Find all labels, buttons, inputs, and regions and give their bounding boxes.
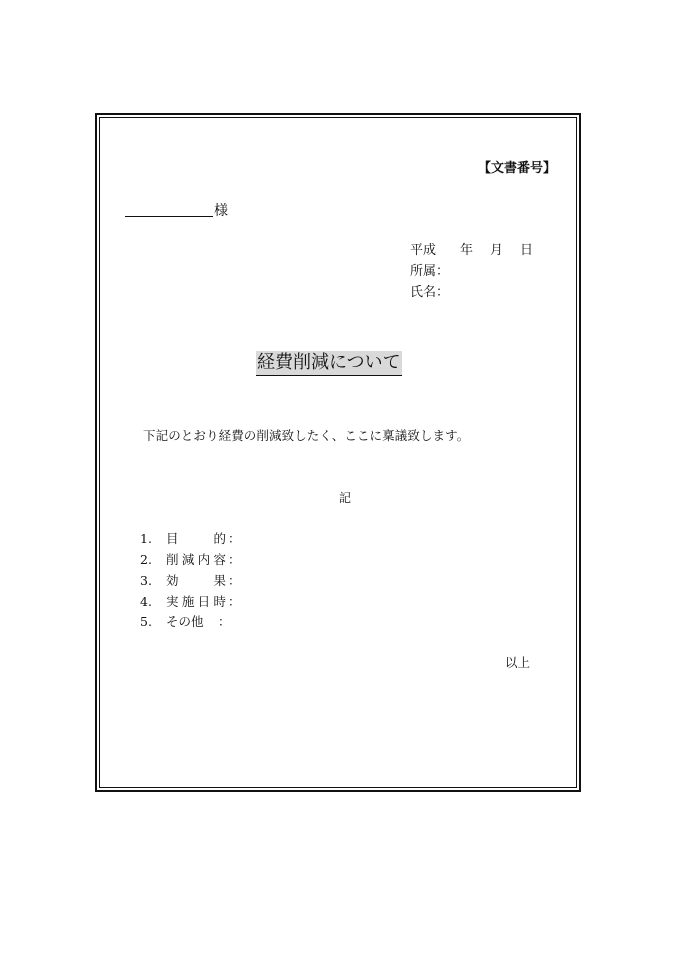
item-number: 3. xyxy=(140,573,152,588)
list-item xyxy=(140,531,241,547)
recipient-blank-line xyxy=(125,216,213,217)
item-label: 削減内容 xyxy=(166,552,226,567)
closing-text: 以上 xyxy=(505,655,531,670)
date-year-unit: 年 xyxy=(460,243,474,258)
item-number: 5. xyxy=(140,614,152,629)
item-colon: ： xyxy=(228,552,241,567)
affiliation-label: 所属： xyxy=(410,264,450,279)
body-text: 下記のとおり経費の削減致したく、ここに稟議致します。 xyxy=(143,428,470,443)
item-label: その他 xyxy=(166,614,204,629)
item-number: 1. xyxy=(140,531,152,546)
item-number: 4. xyxy=(140,594,152,609)
page-frame-inner xyxy=(99,117,577,788)
list-item xyxy=(140,573,241,589)
document-title: 経費削減について xyxy=(256,351,402,376)
list-item xyxy=(140,552,241,568)
item-number: 2. xyxy=(140,552,152,567)
date-day-unit: 日 xyxy=(520,243,534,258)
item-label: 目 的 xyxy=(166,531,226,546)
item-colon: ： xyxy=(228,531,241,546)
date-era: 平成 xyxy=(410,243,437,258)
date-line xyxy=(410,243,533,259)
name-label: 氏名： xyxy=(410,285,450,300)
ki-heading: 記 xyxy=(339,491,352,505)
document-number: 【文書番号】 xyxy=(478,161,557,176)
item-colon: ： xyxy=(228,594,241,609)
date-month-unit: 月 xyxy=(490,243,504,258)
item-colon: ： xyxy=(228,573,241,588)
list-item xyxy=(140,614,231,630)
item-label: 効 果 xyxy=(166,573,226,588)
list-item xyxy=(140,594,241,610)
item-label: 実施日時 xyxy=(166,594,226,609)
item-colon: ： xyxy=(205,614,231,629)
recipient-honorific: 様 xyxy=(214,203,228,219)
